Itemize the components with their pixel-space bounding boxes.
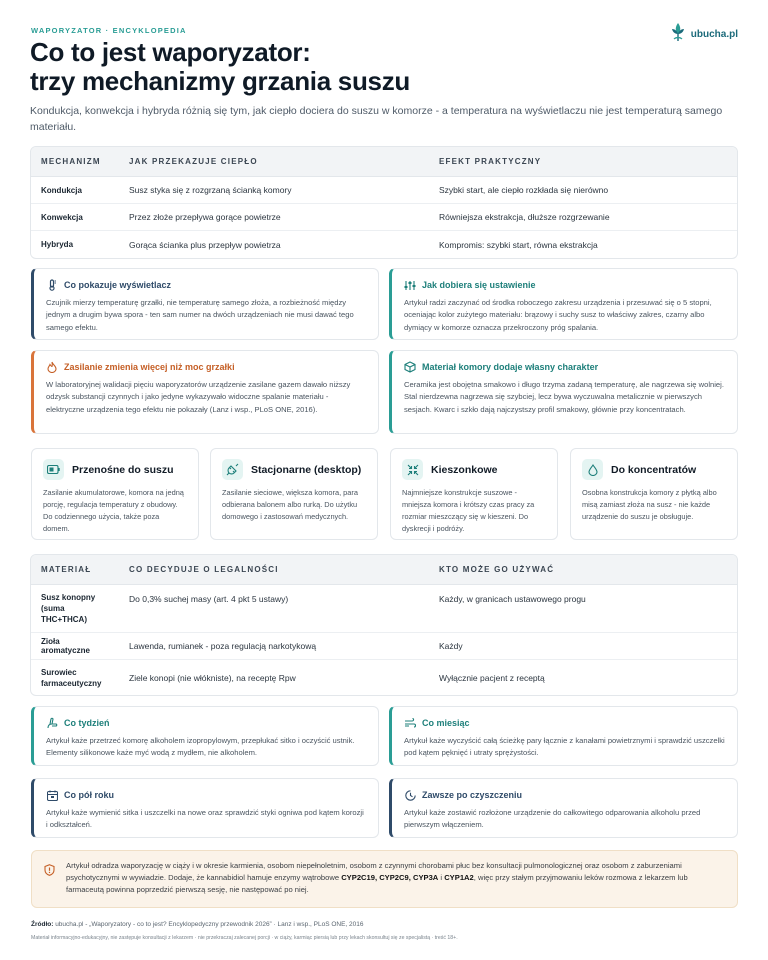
card-title: Co tydzień — [64, 718, 110, 728]
row-label: Kondukcja — [31, 177, 119, 204]
table-cell: Ziele konopi (nie włókniste), na receptę Rpw — [129, 672, 296, 683]
calendar-icon — [46, 789, 58, 801]
card-body: Artykuł każe przetrzeć komorę alkoholem izopropylowym, przepłukać sitko i oczyścić ustnik. Elementy silikonowe każe myć wodą z mydłem, nie alkoholem. — [46, 736, 355, 758]
maintenance-card-monthly — [389, 706, 738, 766]
table-cell: Szybki start, ale ciepło rozkłada się nierówno — [429, 177, 737, 204]
warning-part-3: , więc przy stałym przyjmowaniu leków rozmowa z lekarzem lub farmaceutą powinna poprzedzić pierwszą sesję, nie następować po niej. — [66, 873, 688, 894]
table-cell: Gorąca ścianka plus przepływ powietrza — [129, 239, 281, 250]
column-header: KTO MOŻE GO UŻYWAĆ — [429, 555, 737, 585]
title-line-2: trzy mechanizmy grzania suszu — [30, 66, 410, 96]
mechanisms-table — [30, 146, 738, 259]
card-body: W laboratoryjnej walidacji pięciu waporyzatorów urządzenie zasilane gazem dawało niższy odzysk substancji czynnych i jako jedyne wykazywało widoczne spalanie materiału - elektryczne urządzenia tego efektu nie pokazały (Lanz i wsp., PLoS ONE, 2016). — [46, 380, 351, 414]
maintenance-card-weekly — [31, 706, 379, 766]
device-tile-concentrates — [570, 448, 738, 540]
droplet-icon — [582, 459, 603, 480]
hemp-leaf-icon — [670, 22, 686, 47]
table-row — [31, 585, 737, 633]
row-label: Susz konopny (suma THC+THCA) — [31, 585, 119, 633]
tile-title: Do koncentratów — [611, 463, 697, 476]
card-body: Artykuł każe wyczyścić całą ścieżkę pary łącznie z kanałami powietrznymi i sprawdzić uszczelki pod kątem pęknięć i utraty sprężystości. — [404, 736, 725, 758]
warning-enzymes: CYP2C19, CYP2C9, CYP3A — [341, 873, 439, 882]
card-title: Zawsze po czyszczeniu — [422, 790, 523, 800]
page-subtitle: Kondukcja, konwekcja i hybryda różnią się tym, jak ciepło dociera do suszu w komorze - a temperatura na wyświetlaczu nie jest temperaturą samego materiału. — [30, 105, 723, 133]
card-title: Jak dobiera się ustawienie — [422, 280, 536, 290]
table-row — [31, 633, 737, 660]
source-text: ubucha.pl - „Waporyzatory - co to jest? Encyklopedyczny przewodnik 2026” · Lanz i wsp., PLoS ONE, 2016 — [53, 921, 364, 928]
airflow-icon — [404, 717, 416, 729]
card-body: Ceramika jest obojętna smakowo i długo trzyma zadaną temperaturę, ale nagrzewa się wolniej. Stal nierdzewna nagrzewa się szybciej, lecz bywa wyczuwalna metalicznie w pierwszych sesjach. Kwarc i szkło dają najczystszy profil smakowy, głównie przy koncentratach. — [404, 380, 724, 414]
card-body: Artykuł każe zostawić rozłożone urządzenie do całkowitego odparowania alkoholu przed pierwszym włączeniem. — [404, 808, 701, 830]
kicker: WAPORYZATOR · ENCYKLOPEDIA — [31, 26, 187, 35]
card-title: Co pół roku — [64, 790, 114, 800]
card-body: Czujnik mierzy temperaturę grzałki, nie temperaturę samego złoża, a rozbieżność między jednym a drugim bywa spora - ten sam numer na dwóch urządzeniach nie musi dawać tego samego efektu. — [46, 298, 354, 332]
info-card-chamber — [389, 350, 738, 434]
table-row — [31, 204, 737, 231]
disclaimer: Materiał informacyjno-edukacyjny, nie zastępuje konsultacji z lekarzem · nie przekraczaj zalecanej porcji · w ciąży, karmiąc piersią lub przy lekach skonsultuj się ze specjalistą · treść 18+. — [31, 935, 458, 941]
warning-part-1: Artykuł odradza waporyzację w ciąży i w okresie karmienia, osobom niepełnoletnim, osobom z czynnymi chorobami płuc bez konsultacji pulmonologicznej oraz osobom z zaburzeniami psychotycznymi w wywiadzie. Dodaje, że kannabidiol hamuje enzymy wątrobowe — [66, 861, 682, 882]
table-cell: Susz styka się z rozgrzaną ścianką komory — [119, 177, 429, 204]
table-cell: Każdy, w granicach ustawowego progu — [429, 585, 737, 633]
card-body: Artykuł radzi zaczynać od środka roboczego zakresu urządzenia i przesuwać się o 5 stopni, oceniając kolor zużytego materiału: brązowy i suchy susz to właściwy zakres, czarny albo dymiący w komorze oznacza przekroczony próg spalania. — [404, 298, 712, 332]
column-header: CO DECYDUJE O LEGALNOŚCI — [119, 555, 429, 585]
tile-title: Kieszonkowe — [431, 463, 498, 476]
maintenance-card-half-year — [31, 778, 379, 838]
table-cell: Równiejsza ekstrakcja, dłuższe rozgrzewanie — [429, 204, 737, 231]
tile-body: Zasilanie akumulatorowe, komora na jedną porcję, regulacja temperatury z obudowy. Do codziennego użycia, także poza domem. — [43, 488, 184, 533]
source-label: Źródło: — [31, 921, 54, 928]
row-label: Konwekcja — [31, 204, 119, 231]
info-card-power — [31, 350, 379, 434]
card-body: Artykuł każe wymienić sitka i uszczelki na nowe oraz sprawdzić styki ogniwa pod kątem korozji i odkształceń. — [46, 808, 364, 830]
warning-box — [31, 850, 738, 908]
tile-body: Osobna konstrukcja komory z płytką albo misą zamiast złoża na susz - nie każde urządzenie do suszu je obsługuje. — [582, 488, 717, 521]
flame-icon — [46, 361, 58, 373]
device-tile-portable — [31, 448, 199, 540]
table-cell: Wyłącznie pacjent z receptą — [439, 672, 545, 683]
table-cell: Do 0,3% suchej masy (art. 4 pkt 5 ustawy) — [119, 585, 429, 633]
sliders-icon — [404, 279, 416, 291]
legal-table — [30, 554, 738, 696]
tile-body: Zasilanie sieciowe, większa komora, para odbierana balonem albo rurką. Do użytku domowego i zastosowań medycznych. — [222, 488, 358, 521]
row-label: Zioła aromatyczne — [31, 633, 119, 660]
card-title: Co pokazuje wyświetlacz — [64, 280, 172, 290]
device-tile-desktop — [210, 448, 378, 540]
column-header: EFEKT PRAKTYCZNY — [429, 147, 737, 177]
card-title: Co miesiąc — [422, 718, 470, 728]
column-header: MATERIAŁ — [31, 555, 119, 585]
table-cell: Lawenda, rumianek - poza regulacją narkotykową — [119, 633, 429, 660]
plug-icon — [222, 459, 243, 480]
column-header: JAK PRZEKAZUJE CIEPŁO — [119, 147, 429, 177]
warning-part-2: i — [438, 873, 445, 882]
logo-text: ubucha.pl — [690, 29, 738, 40]
table-cell: Kompromis: szybki start, równa ekstrakcja — [439, 239, 598, 250]
info-card-settings — [389, 268, 738, 340]
tile-title: Stacjonarne (desktop) — [251, 463, 362, 476]
clock-icon — [404, 789, 416, 801]
row-label: Surowiec farmaceutyczny — [41, 667, 102, 688]
cube-icon — [404, 361, 416, 373]
table-cell: Przez złoże przepływa gorące powietrze — [119, 204, 429, 231]
cleaning-icon — [46, 717, 58, 729]
row-label: Hybryda — [41, 240, 74, 249]
thermometer-icon — [46, 279, 58, 291]
table-cell: Każdy — [429, 633, 737, 660]
table-row — [31, 231, 737, 258]
table-row — [31, 660, 737, 695]
table-header-row — [31, 147, 737, 177]
logo[interactable] — [670, 22, 738, 47]
card-title: Zasilanie zmienia więcej niż moc grzałki — [64, 362, 235, 372]
table-header-row — [31, 555, 737, 585]
title-line-1: Co to jest waporyzator: — [30, 37, 311, 67]
shield-alert-icon — [44, 863, 55, 881]
column-header: MECHANIZM — [31, 147, 119, 177]
compress-icon — [402, 459, 423, 480]
battery-icon — [43, 459, 64, 480]
maintenance-card-after-cleaning — [389, 778, 738, 838]
warning-text — [66, 860, 725, 896]
device-tile-pocket — [390, 448, 558, 540]
source-line — [31, 921, 364, 928]
warning-enzyme-last: CYP1A2 — [444, 873, 474, 882]
tile-body: Najmniejsze konstrukcje suszowe - mniejsza komora i krótszy czas pracy za rozmiar mieszczący się w kieszeni. Do dyskrecji i podróży. — [402, 488, 535, 533]
table-row — [31, 177, 737, 204]
tile-title: Przenośne do suszu — [72, 463, 174, 476]
page-title — [30, 38, 410, 96]
info-card-display — [31, 268, 379, 340]
card-title: Materiał komory dodaje własny charakter — [422, 362, 599, 372]
